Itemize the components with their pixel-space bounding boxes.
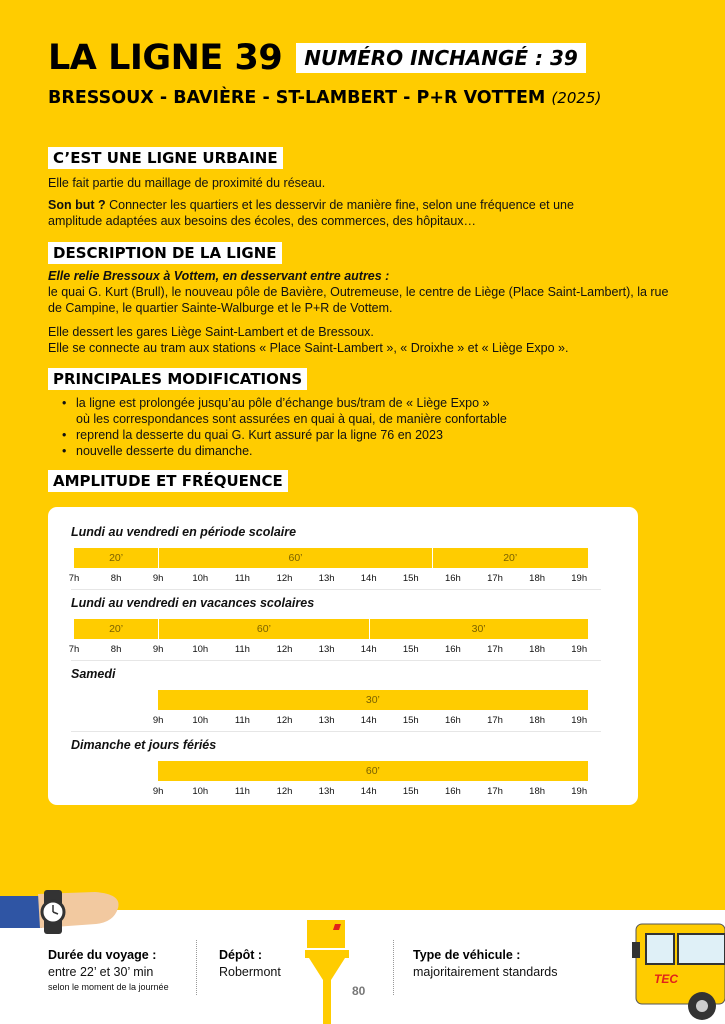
hour-tick: 13h: [318, 644, 335, 655]
frequency-segment: 60’: [158, 619, 369, 639]
section-description-heading: DESCRIPTION DE LA LIGNE: [48, 242, 282, 264]
hour-tick: 9h: [152, 715, 164, 726]
bus-icon: [632, 920, 725, 1024]
hour-tick: 17h: [487, 644, 503, 655]
footer-divider: [196, 940, 197, 995]
hour-tick: 19h: [571, 644, 588, 655]
frequency-segment: 60’: [365, 765, 380, 777]
hour-tick: 11h: [234, 715, 250, 726]
frequency-bar: [158, 690, 587, 710]
schedule-block: [48, 657, 638, 732]
hour-tick: 13h: [318, 573, 335, 584]
frequency-segment: 60’: [158, 548, 432, 568]
description-intro: Elle relie Bressoux à Vottem, en desservant entre autres :: [48, 269, 390, 283]
bus-brand: TEC: [654, 972, 678, 986]
hour-tick: 15h: [402, 644, 419, 655]
hour-tick: 9h: [152, 644, 164, 655]
hour-tick: 16h: [444, 573, 461, 584]
hour-tick: 11h: [234, 644, 250, 655]
page-number: 80: [352, 984, 366, 998]
schedule-card: [48, 507, 638, 805]
list-item: • reprend la desserte du quai G. Kurt assuré par la ligne 76 en 2023: [62, 427, 507, 443]
duration-note: selon le moment de la journée: [48, 982, 169, 992]
schedule-title: Lundi au vendredi en vacances scolaires: [71, 596, 315, 610]
section-amplitude-heading: AMPLITUDE ET FRÉQUENCE: [48, 470, 288, 492]
frequency-segment: 20’: [432, 548, 588, 568]
hour-tick: 14h: [360, 715, 377, 726]
goal-text: Connecter les quartiers et les desservir de manière fine, selon une fréquence et une amplitude adaptées aux besoins des écoles, des commerces, des hôpitaux…: [48, 198, 574, 228]
hour-tick: 9h: [152, 786, 164, 797]
description-tram: Elle se connecte au tram aux stations « Place Saint-Lambert », « Droixhe » et « Liège Expo ».: [48, 341, 569, 355]
frequency-bar: [158, 761, 587, 781]
depot-value: Robermont: [219, 965, 281, 979]
urbaine-goal: [48, 197, 588, 229]
hour-tick: 8h: [110, 644, 122, 655]
footer-divider: [393, 940, 394, 995]
hour-tick: 15h: [402, 573, 419, 584]
hour-tick: 18h: [529, 786, 546, 797]
list-item: • la ligne est prolongée jusqu’au pôle d’échange bus/tram de « Liège Expo »: [62, 395, 507, 411]
hour-tick: 17h: [487, 786, 503, 797]
hour-tick: 9h: [152, 573, 164, 584]
hour-tick: 19h: [571, 573, 588, 584]
bus-stop-icon: [305, 918, 349, 1024]
number-badge: NUMÉRO INCHANGÉ : 39: [296, 43, 586, 73]
depot-label: Dépôt :: [219, 948, 263, 962]
goal-label: Son but ?: [48, 198, 106, 212]
urbaine-text: Elle fait partie du maillage de proximité du réseau.: [48, 176, 326, 190]
hour-tick: 8h: [110, 573, 122, 584]
duration-value: entre 22’ et 30’ min: [48, 965, 154, 979]
hour-tick: 12h: [276, 573, 293, 584]
frequency-bar: [74, 619, 588, 639]
frequency-segment: 20’: [109, 552, 124, 564]
hour-tick: 15h: [402, 715, 419, 726]
frequency-segment: 30’: [369, 619, 588, 639]
hour-tick: 7h: [68, 644, 80, 655]
hour-tick: 18h: [529, 715, 546, 726]
hour-tick: 10h: [192, 573, 209, 584]
schedule-block: [48, 586, 638, 661]
footer: [0, 910, 725, 1024]
hour-tick: 13h: [318, 715, 335, 726]
description-text: le quai G. Kurt (Brull), le nouveau pôle de Bavière, Outremeuse, le centre de Liège (Place Saint-Lambert), la rue de Campine, le quartier Sainte-Walburge et le P+R de Vottem.: [48, 285, 669, 315]
schedule-title: Dimanche et jours fériés: [71, 738, 217, 752]
title-row: [48, 38, 586, 78]
section-modifications-heading: PRINCIPALES MODIFICATIONS: [48, 368, 307, 390]
frequency-segment: 20’: [109, 623, 124, 635]
list-item: • nouvelle desserte du dimanche.: [62, 443, 507, 459]
frequency-segment: 30’: [365, 694, 380, 706]
route-year: (2025): [551, 89, 602, 107]
schedule-block: [48, 515, 638, 590]
schedule-title: Samedi: [71, 667, 116, 681]
hour-tick: 7h: [68, 573, 80, 584]
vehicle-label: Type de véhicule :: [413, 948, 521, 962]
route-name: BRESSOUX - BAVIÈRE - ST-LAMBERT - P+R VOTTEM: [48, 88, 546, 108]
hour-tick: 17h: [487, 715, 503, 726]
duration-label: Durée du voyage :: [48, 948, 157, 962]
hour-tick: 14h: [360, 786, 377, 797]
hour-tick: 12h: [276, 644, 293, 655]
schedule-title: Lundi au vendredi en période scolaire: [71, 525, 297, 539]
hour-tick: 19h: [571, 786, 588, 797]
hour-tick: 11h: [234, 573, 250, 584]
hour-tick: 18h: [529, 644, 546, 655]
hour-tick: 10h: [192, 715, 209, 726]
list-item-continuation: où les correspondances sont assurées en quai à quai, de manière confortable: [76, 412, 507, 426]
hour-tick: 16h: [444, 644, 461, 655]
frequency-bar: [74, 548, 588, 568]
watch-icon: [0, 884, 125, 944]
route-subtitle: [48, 88, 601, 108]
hour-tick: 18h: [529, 573, 546, 584]
hour-tick: 12h: [276, 786, 293, 797]
schedule-block: [48, 728, 638, 803]
hour-tick: 16h: [444, 786, 461, 797]
modifications-list: [62, 395, 507, 459]
hour-tick: 16h: [444, 715, 461, 726]
hour-tick: 14h: [360, 644, 377, 655]
hour-tick: 13h: [318, 786, 335, 797]
hour-tick: 19h: [571, 715, 588, 726]
hour-tick: 11h: [234, 786, 250, 797]
hour-tick: 10h: [192, 644, 209, 655]
hour-tick: 10h: [192, 786, 209, 797]
hour-tick: 15h: [402, 786, 419, 797]
page-title: LA LIGNE 39: [48, 38, 283, 78]
section-urbaine-heading: C’EST UNE LIGNE URBAINE: [48, 147, 283, 169]
description-stations: Elle dessert les gares Liège Saint-Lambert et de Bressoux.: [48, 325, 374, 339]
hour-tick: 14h: [360, 573, 377, 584]
hour-tick: 12h: [276, 715, 293, 726]
vehicle-value: majoritairement standards: [413, 965, 558, 979]
hour-tick: 17h: [487, 573, 503, 584]
